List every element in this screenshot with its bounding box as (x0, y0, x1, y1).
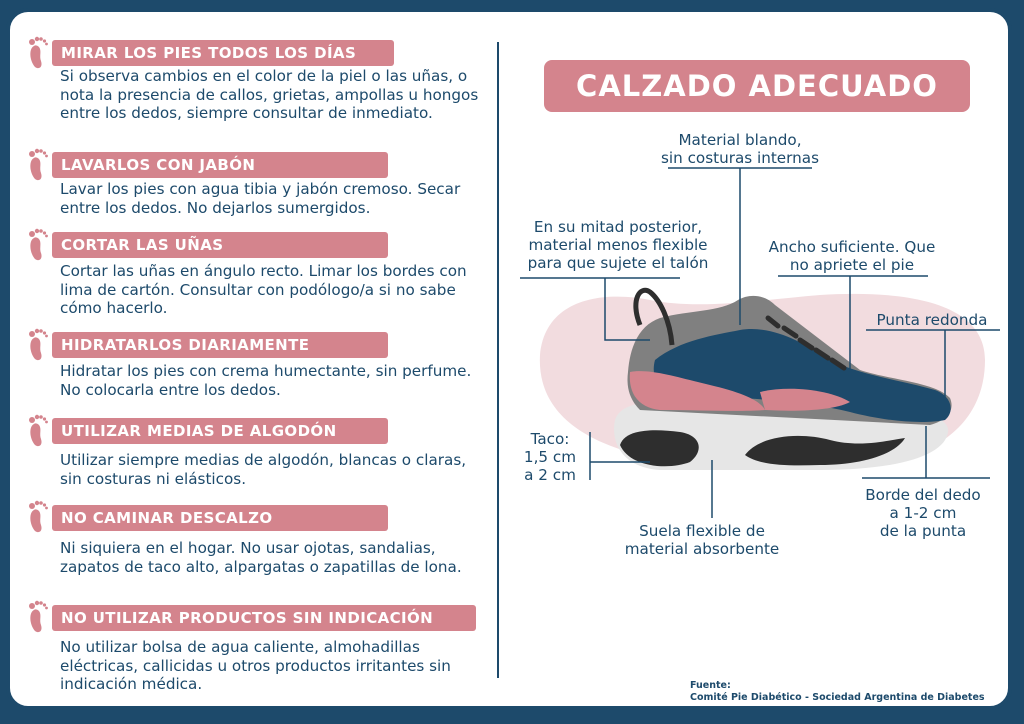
tip-title: MIRAR LOS PIES TODOS LOS DÍAS (52, 40, 394, 66)
label-borde: Borde del dedo a 1-2 cm de la punta (865, 486, 981, 540)
source-credit: Fuente: Comité Pie Diabético - Sociedad Argentina de Diabetes (690, 680, 985, 703)
shoe-section-title: CALZADO ADECUADO (544, 60, 970, 112)
tip-title: NO CAMINAR DESCALZO (52, 505, 388, 531)
label-posterior: En su mitad posterior, material menos flexible para que sujete el talón (527, 218, 709, 272)
tip-title: UTILIZAR MEDIAS DE ALGODÓN (52, 418, 388, 444)
label-punta: Punta redonda (876, 311, 988, 329)
label-ancho: Ancho suficiente. Que no apriete el pie (768, 238, 936, 274)
tip-description: Utilizar siempre medias de algodón, blancas o claras, sin costuras ni elásticos. (60, 451, 467, 488)
tip-description: Si observa cambios en el color de la piel o las uñas, o nota la presencia de callos, grietas, ampollas u hongos entre los dedos, siempre consultar de inmediato. (60, 67, 479, 122)
tip-title: HIDRATARLOS DIARIAMENTE (52, 332, 388, 358)
tip-description: No utilizar bolsa de agua caliente, almohadillas eléctricas, callicidas u otros productos irritantes sin indicación médica. (60, 638, 451, 693)
tip-title: NO UTILIZAR PRODUCTOS SIN INDICACIÓN (52, 605, 476, 631)
tip-description: Lavar los pies con agua tibia y jabón cremoso. Secar entre los dedos. No dejarlos sumergidos. (60, 180, 461, 217)
label-taco: Taco: 1,5 cm a 2 cm (523, 430, 577, 484)
label-material: Material blando, sin costuras internas (661, 131, 819, 167)
tip-description: Hidratar los pies con crema humectante, sin perfume. No colocarla entre los dedos. (60, 362, 472, 399)
tip-title: LAVARLOS CON JABÓN (52, 152, 388, 178)
label-suela: Suela flexible de material absorbente (624, 522, 780, 558)
tip-title: CORTAR LAS UÑAS (52, 232, 388, 258)
tip-description: Cortar las uñas en ángulo recto. Limar los bordes con lima de cartón. Consultar con podólogo/a si no sabe cómo hacerlo. (60, 262, 467, 317)
tip-description: Ni siquiera en el hogar. No usar ojotas, sandalias, zapatos de taco alto, alpargatas o zapatillas de lona. (60, 539, 462, 576)
